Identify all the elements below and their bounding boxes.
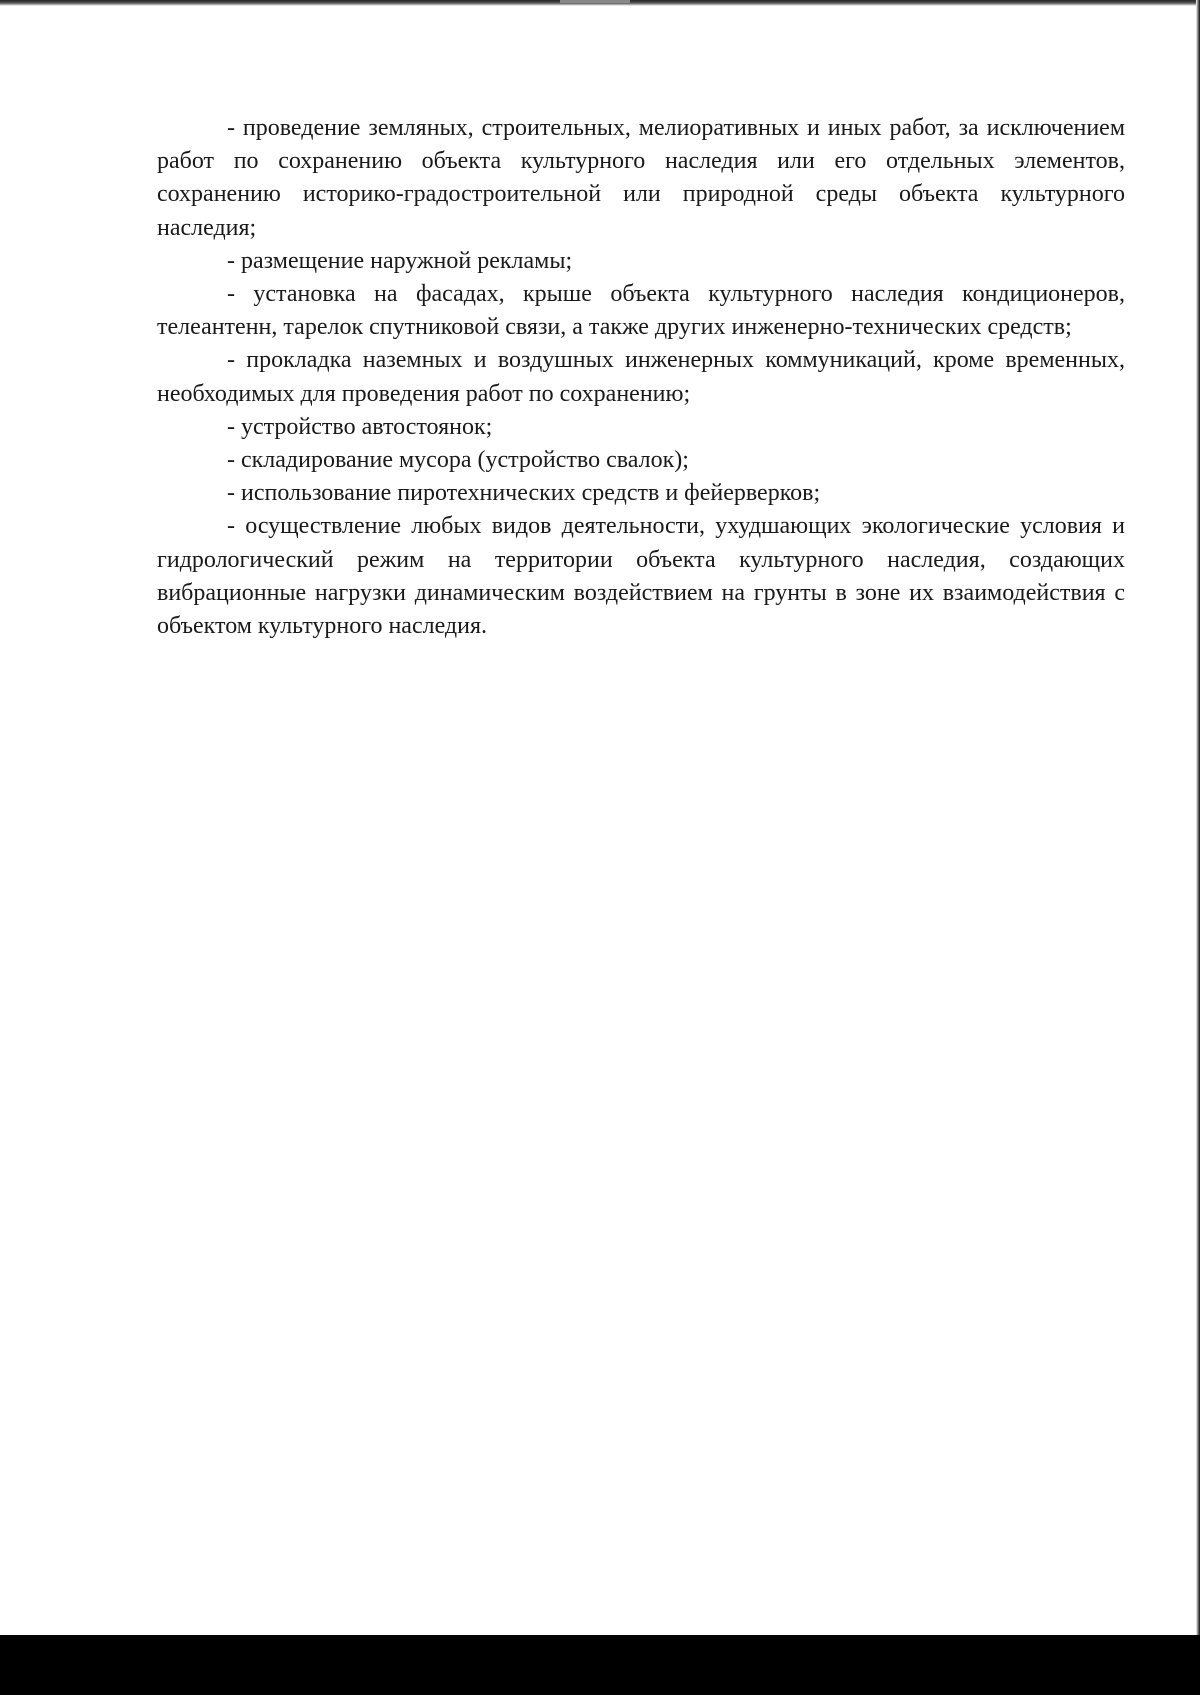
restriction-pyrotechnics: - использование пиротехнических средств и фейерверков; xyxy=(227,480,821,507)
restriction-earthworks: - проведение земляных, строительных, мелиоративных и иных работ, за исключением работ по сохранению объекта культурного наследия или его отдельных элементов, сохранению историко-градостроительной или природной среды объекта культурного наследия; xyxy=(157,115,1125,241)
restriction-harmful-activity: - осуществление любых видов деятельности, ухудшающих экологические условия и гидрологический режим на территории объекта культурного наследия, создающих вибрационные нагрузки динамическим воздействием на грунты в зоне их взаимодействия с объектом культурного наследия. xyxy=(157,513,1125,640)
document-body xyxy=(157,112,1125,643)
restriction-advertising: - размещение наружной рекламы; xyxy=(227,247,573,274)
restriction-parking: - устройство автостоянок; xyxy=(227,413,493,440)
scan-top-edge xyxy=(0,0,1200,6)
restriction-utilities: - прокладка наземных и воздушных инженерных коммуникаций, кроме временных, необходимых для проведения работ по сохранению; xyxy=(157,347,1125,407)
restriction-waste: - складирование мусора (устройство свалок); xyxy=(227,447,689,474)
scan-bottom-edge xyxy=(0,1635,1200,1695)
restriction-facade-equipment: - установка на фасадах, крыше объекта культурного наследия кондиционеров, телеантенн, тарелок спутниковой связи, а также других инженерно-технических средств; xyxy=(157,281,1125,341)
scan-right-edge xyxy=(1196,0,1200,1635)
